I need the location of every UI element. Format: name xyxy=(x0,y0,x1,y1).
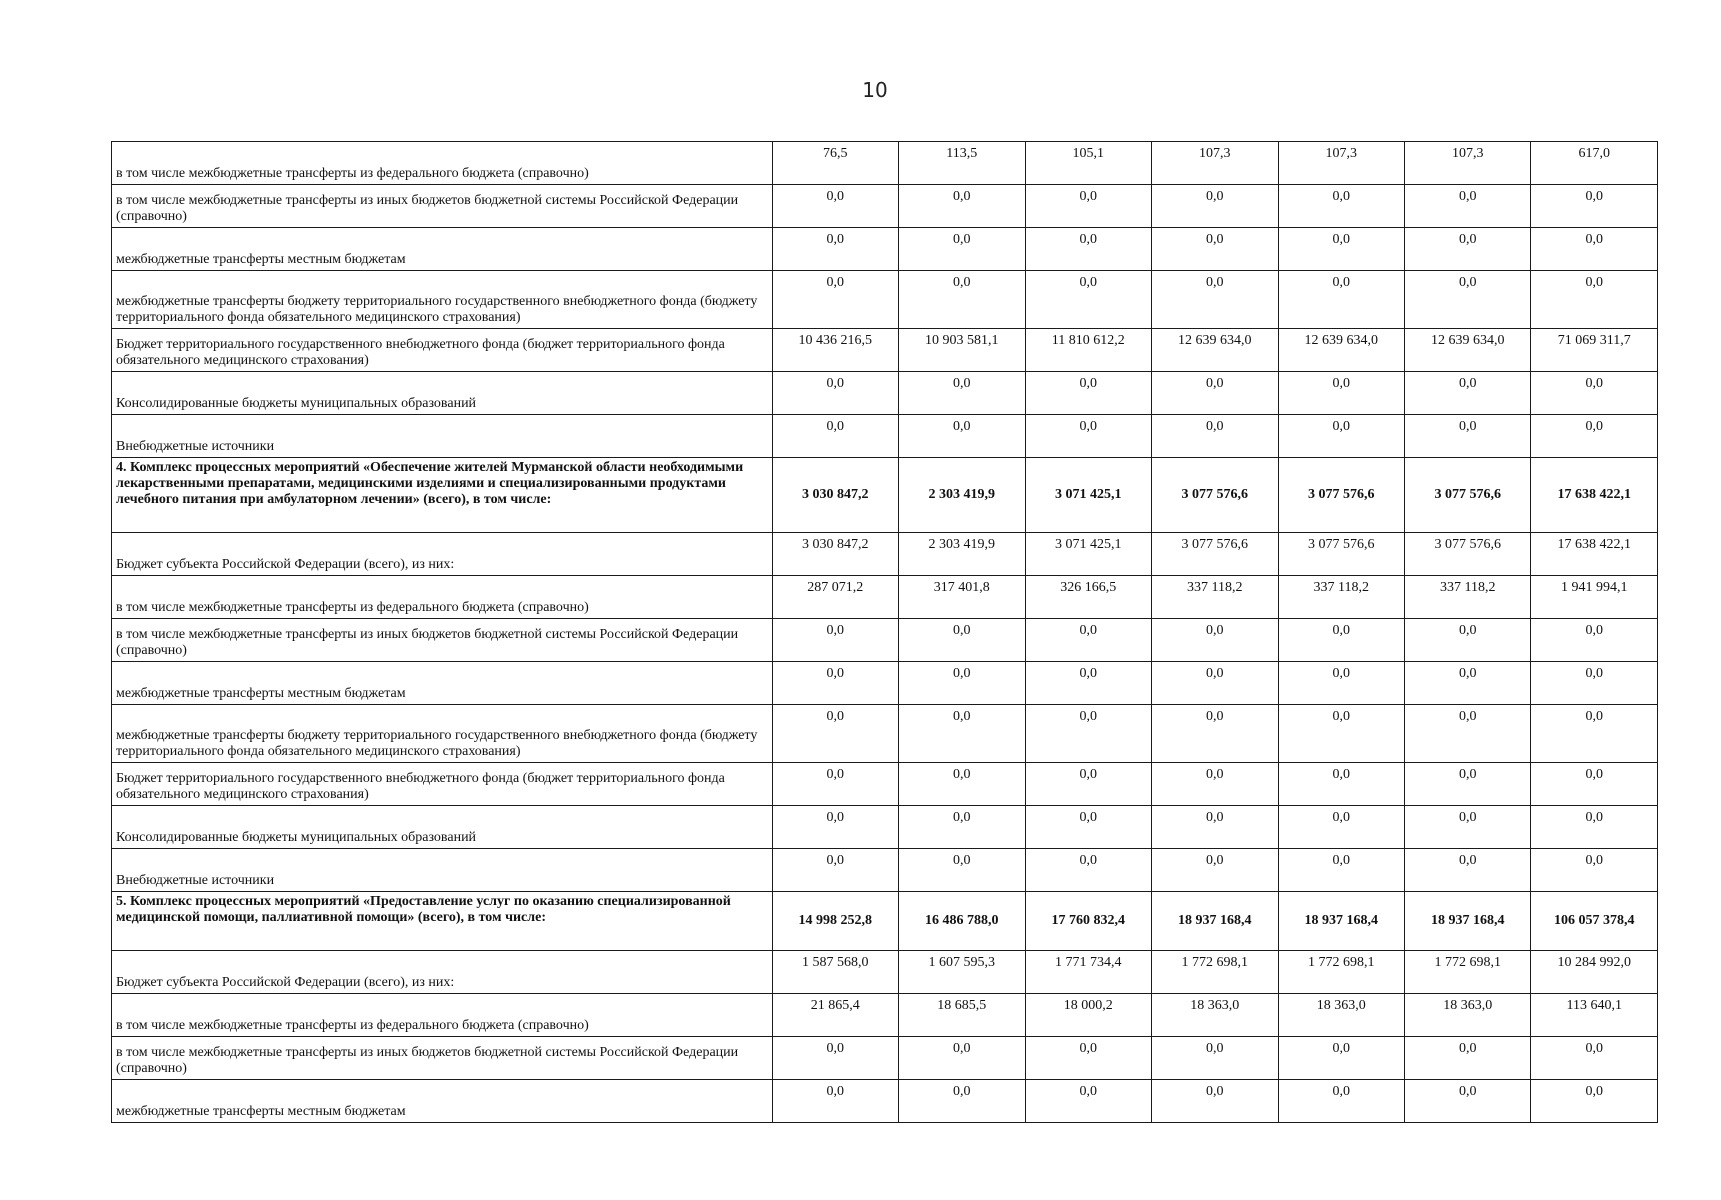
row-value-2: 0,0 xyxy=(899,415,1025,458)
row-value-3: 0,0 xyxy=(1025,662,1151,705)
row-value-3: 0,0 xyxy=(1025,849,1151,892)
row-value-5: 0,0 xyxy=(1278,185,1404,228)
row-label: Бюджет субъекта Российской Федерации (всего), из них: xyxy=(112,533,773,576)
row-value-5: 18 363,0 xyxy=(1278,994,1404,1037)
row-value-6: 107,3 xyxy=(1404,142,1530,185)
row-value-7: 0,0 xyxy=(1531,271,1658,329)
row-value-4: 3 077 576,6 xyxy=(1152,533,1278,576)
row-value-5: 107,3 xyxy=(1278,142,1404,185)
row-value-4: 0,0 xyxy=(1152,849,1278,892)
row-value-6: 0,0 xyxy=(1404,705,1530,763)
row-value-6: 18 363,0 xyxy=(1404,994,1530,1037)
row-value-7: 0,0 xyxy=(1531,415,1658,458)
row-value-2: 0,0 xyxy=(899,849,1025,892)
row-value-4: 18 937 168,4 xyxy=(1152,892,1278,951)
row-value-1: 0,0 xyxy=(772,1080,898,1123)
row-value-5: 0,0 xyxy=(1278,619,1404,662)
row-value-6: 0,0 xyxy=(1404,271,1530,329)
row-label: Консолидированные бюджеты муниципальных образований xyxy=(112,372,773,415)
row-value-5: 3 077 576,6 xyxy=(1278,458,1404,533)
table-row xyxy=(112,763,1658,806)
row-label: межбюджетные трансферты местным бюджетам xyxy=(112,1080,773,1123)
row-label: 5. Комплекс процессных мероприятий «Предоставление услуг по оказанию специализированной медицинской помощи, паллиативной помощи» (всего), в том числе: xyxy=(112,892,773,951)
row-value-2: 0,0 xyxy=(899,619,1025,662)
row-value-3: 0,0 xyxy=(1025,415,1151,458)
row-label: межбюджетные трансферты местным бюджетам xyxy=(112,228,773,271)
row-value-4: 0,0 xyxy=(1152,763,1278,806)
table-row xyxy=(112,185,1658,228)
row-value-3: 0,0 xyxy=(1025,1037,1151,1080)
row-label: межбюджетные трансферты бюджету территориального государственного внебюджетного фонда (бюджету территориального фонда обязательного медицинского страхования) xyxy=(112,271,773,329)
row-value-5: 18 937 168,4 xyxy=(1278,892,1404,951)
table-row xyxy=(112,372,1658,415)
row-value-1: 76,5 xyxy=(772,142,898,185)
row-value-5: 0,0 xyxy=(1278,662,1404,705)
row-label: Бюджет субъекта Российской Федерации (всего), из них: xyxy=(112,951,773,994)
budget-table-body xyxy=(112,142,1658,1123)
row-label: 4. Комплекс процессных мероприятий «Обеспечение жителей Мурманской области необходимыми лекарственными препаратами, медицинскими изделиями и специализированными продуктами лечебного питания при амбулаторном лечении» (всего), в том числе: xyxy=(112,458,773,533)
row-value-5: 1 772 698,1 xyxy=(1278,951,1404,994)
row-value-1: 0,0 xyxy=(772,763,898,806)
row-value-3: 3 071 425,1 xyxy=(1025,458,1151,533)
table-row xyxy=(112,951,1658,994)
row-value-6: 3 077 576,6 xyxy=(1404,458,1530,533)
row-value-7: 0,0 xyxy=(1531,849,1658,892)
table-row xyxy=(112,228,1658,271)
row-value-1: 0,0 xyxy=(772,415,898,458)
row-value-4: 3 077 576,6 xyxy=(1152,458,1278,533)
row-value-7: 17 638 422,1 xyxy=(1531,533,1658,576)
row-value-2: 10 903 581,1 xyxy=(899,329,1025,372)
table-row xyxy=(112,1080,1658,1123)
row-value-5: 0,0 xyxy=(1278,228,1404,271)
row-value-1: 3 030 847,2 xyxy=(772,533,898,576)
row-value-7: 0,0 xyxy=(1531,662,1658,705)
row-value-5: 0,0 xyxy=(1278,415,1404,458)
row-value-2: 0,0 xyxy=(899,763,1025,806)
row-value-2: 0,0 xyxy=(899,372,1025,415)
row-value-1: 0,0 xyxy=(772,372,898,415)
row-value-4: 107,3 xyxy=(1152,142,1278,185)
budget-table xyxy=(111,141,1658,1123)
row-label: Внебюджетные источники xyxy=(112,849,773,892)
row-value-2: 0,0 xyxy=(899,662,1025,705)
row-value-7: 1 941 994,1 xyxy=(1531,576,1658,619)
row-value-3: 18 000,2 xyxy=(1025,994,1151,1037)
row-value-6: 1 772 698,1 xyxy=(1404,951,1530,994)
row-value-6: 0,0 xyxy=(1404,619,1530,662)
row-value-7: 10 284 992,0 xyxy=(1531,951,1658,994)
row-value-7: 0,0 xyxy=(1531,806,1658,849)
table-row xyxy=(112,662,1658,705)
row-value-2: 2 303 419,9 xyxy=(899,533,1025,576)
row-value-3: 0,0 xyxy=(1025,806,1151,849)
row-value-2: 113,5 xyxy=(899,142,1025,185)
row-value-1: 0,0 xyxy=(772,271,898,329)
row-value-4: 12 639 634,0 xyxy=(1152,329,1278,372)
row-value-4: 18 363,0 xyxy=(1152,994,1278,1037)
row-value-1: 14 998 252,8 xyxy=(772,892,898,951)
row-value-2: 18 685,5 xyxy=(899,994,1025,1037)
table-row xyxy=(112,271,1658,329)
row-value-7: 617,0 xyxy=(1531,142,1658,185)
row-value-6: 3 077 576,6 xyxy=(1404,533,1530,576)
row-value-6: 0,0 xyxy=(1404,1080,1530,1123)
row-value-3: 0,0 xyxy=(1025,185,1151,228)
row-value-1: 0,0 xyxy=(772,185,898,228)
row-label: в том числе межбюджетные трансферты из иных бюджетов бюджетной системы Российской Федерации (справочно) xyxy=(112,619,773,662)
row-label: Внебюджетные источники xyxy=(112,415,773,458)
row-value-7: 0,0 xyxy=(1531,228,1658,271)
row-value-2: 0,0 xyxy=(899,228,1025,271)
row-value-4: 337 118,2 xyxy=(1152,576,1278,619)
row-value-3: 17 760 832,4 xyxy=(1025,892,1151,951)
row-label: межбюджетные трансферты местным бюджетам xyxy=(112,662,773,705)
row-value-6: 0,0 xyxy=(1404,849,1530,892)
row-value-3: 0,0 xyxy=(1025,705,1151,763)
row-value-1: 287 071,2 xyxy=(772,576,898,619)
row-value-5: 0,0 xyxy=(1278,1037,1404,1080)
row-value-3: 11 810 612,2 xyxy=(1025,329,1151,372)
table-row xyxy=(112,705,1658,763)
table-row xyxy=(112,619,1658,662)
row-value-7: 0,0 xyxy=(1531,185,1658,228)
row-value-3: 0,0 xyxy=(1025,1080,1151,1123)
row-value-7: 113 640,1 xyxy=(1531,994,1658,1037)
row-value-4: 0,0 xyxy=(1152,372,1278,415)
row-value-5: 0,0 xyxy=(1278,372,1404,415)
row-value-7: 0,0 xyxy=(1531,763,1658,806)
row-value-6: 0,0 xyxy=(1404,763,1530,806)
row-value-3: 0,0 xyxy=(1025,372,1151,415)
row-value-1: 0,0 xyxy=(772,705,898,763)
row-value-6: 18 937 168,4 xyxy=(1404,892,1530,951)
row-label: Консолидированные бюджеты муниципальных образований xyxy=(112,806,773,849)
row-value-4: 0,0 xyxy=(1152,1037,1278,1080)
row-label: в том числе межбюджетные трансферты из федерального бюджета (справочно) xyxy=(112,576,773,619)
row-value-3: 326 166,5 xyxy=(1025,576,1151,619)
row-value-2: 317 401,8 xyxy=(899,576,1025,619)
row-label: в том числе межбюджетные трансферты из иных бюджетов бюджетной системы Российской Федерации (справочно) xyxy=(112,1037,773,1080)
table-row xyxy=(112,142,1658,185)
table-row xyxy=(112,329,1658,372)
row-value-2: 0,0 xyxy=(899,271,1025,329)
row-label: в том числе межбюджетные трансферты из федерального бюджета (справочно) xyxy=(112,994,773,1037)
row-value-4: 0,0 xyxy=(1152,619,1278,662)
table-row xyxy=(112,415,1658,458)
table-row xyxy=(112,892,1658,951)
row-value-4: 0,0 xyxy=(1152,185,1278,228)
row-value-4: 0,0 xyxy=(1152,662,1278,705)
row-value-7: 17 638 422,1 xyxy=(1531,458,1658,533)
row-value-7: 106 057 378,4 xyxy=(1531,892,1658,951)
row-label: Бюджет территориального государственного внебюджетного фонда (бюджет территориального фонда обязательного медицинского страхования) xyxy=(112,763,773,806)
table-row xyxy=(112,533,1658,576)
row-value-6: 0,0 xyxy=(1404,806,1530,849)
row-value-1: 1 587 568,0 xyxy=(772,951,898,994)
row-value-1: 3 030 847,2 xyxy=(772,458,898,533)
row-value-4: 0,0 xyxy=(1152,271,1278,329)
row-value-5: 0,0 xyxy=(1278,806,1404,849)
row-value-7: 0,0 xyxy=(1531,1080,1658,1123)
table-row xyxy=(112,1037,1658,1080)
table-row xyxy=(112,458,1658,533)
row-value-3: 0,0 xyxy=(1025,228,1151,271)
row-value-3: 0,0 xyxy=(1025,619,1151,662)
row-value-2: 0,0 xyxy=(899,806,1025,849)
table-row xyxy=(112,994,1658,1037)
row-label: Бюджет территориального государственного внебюджетного фонда (бюджет территориального фонда обязательного медицинского страхования) xyxy=(112,329,773,372)
table-row xyxy=(112,806,1658,849)
row-value-5: 0,0 xyxy=(1278,705,1404,763)
row-value-2: 1 607 595,3 xyxy=(899,951,1025,994)
row-value-5: 0,0 xyxy=(1278,763,1404,806)
table-row xyxy=(112,576,1658,619)
row-value-3: 0,0 xyxy=(1025,271,1151,329)
row-value-5: 0,0 xyxy=(1278,271,1404,329)
row-value-1: 0,0 xyxy=(772,806,898,849)
row-value-2: 0,0 xyxy=(899,1080,1025,1123)
row-value-3: 1 771 734,4 xyxy=(1025,951,1151,994)
row-value-2: 0,0 xyxy=(899,705,1025,763)
row-value-6: 0,0 xyxy=(1404,662,1530,705)
row-value-5: 12 639 634,0 xyxy=(1278,329,1404,372)
row-value-1: 0,0 xyxy=(772,228,898,271)
row-value-1: 0,0 xyxy=(772,662,898,705)
row-value-7: 0,0 xyxy=(1531,619,1658,662)
row-label: в том числе межбюджетные трансферты из федерального бюджета (справочно) xyxy=(112,142,773,185)
row-value-1: 0,0 xyxy=(772,849,898,892)
row-value-1: 0,0 xyxy=(772,1037,898,1080)
row-value-3: 0,0 xyxy=(1025,763,1151,806)
row-value-6: 337 118,2 xyxy=(1404,576,1530,619)
row-value-4: 0,0 xyxy=(1152,1080,1278,1123)
row-value-5: 0,0 xyxy=(1278,1080,1404,1123)
row-value-4: 0,0 xyxy=(1152,415,1278,458)
row-value-1: 21 865,4 xyxy=(772,994,898,1037)
row-label: в том числе межбюджетные трансферты из иных бюджетов бюджетной системы Российской Федерации (справочно) xyxy=(112,185,773,228)
row-value-4: 0,0 xyxy=(1152,705,1278,763)
row-value-5: 3 077 576,6 xyxy=(1278,533,1404,576)
row-value-6: 0,0 xyxy=(1404,1037,1530,1080)
row-value-5: 337 118,2 xyxy=(1278,576,1404,619)
row-value-5: 0,0 xyxy=(1278,849,1404,892)
row-value-6: 0,0 xyxy=(1404,372,1530,415)
row-value-7: 71 069 311,7 xyxy=(1531,329,1658,372)
row-value-7: 0,0 xyxy=(1531,372,1658,415)
row-value-6: 12 639 634,0 xyxy=(1404,329,1530,372)
row-value-3: 3 071 425,1 xyxy=(1025,533,1151,576)
row-value-2: 16 486 788,0 xyxy=(899,892,1025,951)
row-value-4: 0,0 xyxy=(1152,806,1278,849)
row-value-4: 1 772 698,1 xyxy=(1152,951,1278,994)
row-value-4: 0,0 xyxy=(1152,228,1278,271)
page-number: 10 xyxy=(862,78,888,102)
row-value-7: 0,0 xyxy=(1531,705,1658,763)
row-value-1: 0,0 xyxy=(772,619,898,662)
row-label: межбюджетные трансферты бюджету территориального государственного внебюджетного фонда (бюджету территориального фонда обязательного медицинского страхования) xyxy=(112,705,773,763)
row-value-1: 10 436 216,5 xyxy=(772,329,898,372)
row-value-2: 2 303 419,9 xyxy=(899,458,1025,533)
row-value-6: 0,0 xyxy=(1404,415,1530,458)
row-value-7: 0,0 xyxy=(1531,1037,1658,1080)
row-value-2: 0,0 xyxy=(899,185,1025,228)
table-row xyxy=(112,849,1658,892)
row-value-2: 0,0 xyxy=(899,1037,1025,1080)
row-value-6: 0,0 xyxy=(1404,185,1530,228)
row-value-3: 105,1 xyxy=(1025,142,1151,185)
row-value-6: 0,0 xyxy=(1404,228,1530,271)
